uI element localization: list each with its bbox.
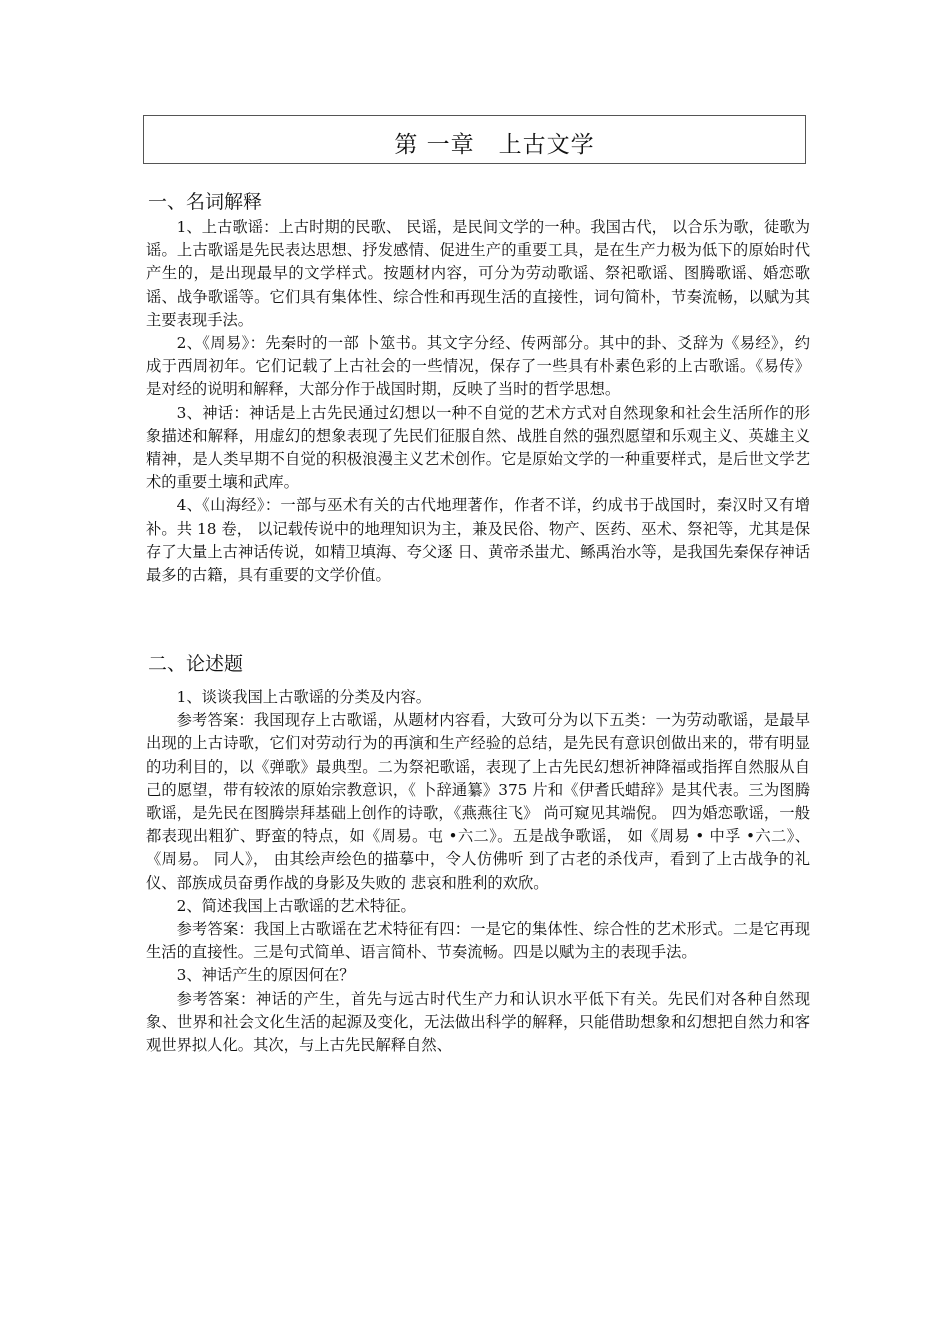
answer-3: 参考答案：神话的产生，首先与远古时代生产力和认识水平低下有关。先民们对各种自然现象、世界和社会文化生活的起源及变化，无法做出科学的解释，只能借助想象和幻想把自然力和客观世界拟人化。其次，与上古先民解释自然、: [146, 989, 810, 1055]
term-paragraph-2: 2、《周易》：先秦时的一部 卜筮书。其文字分经、传两部分。其中的卦、爻辞为《易经》，约成于西周初年。它们记载了上古社会的一些情况，保存了一些具有朴素色彩的上古歌谣。《易传》是对经的说明和解释，大部分作于战国时期，反映了当时的哲学思想。: [146, 334, 810, 399]
term-paragraph-1: 1、上古歌谣：上古时期的民歌、 民谣，是民间文学的一种。我国古代， 以合乐为歌，徒歌为谣。上古歌谣是先民表达思想、抒发感情、促进生产的重要工具，是在生产力极为低下的原始时代产生的，是出现最早的文学样式。按题材内容，可分为劳动歌谣、祭祀歌谣、图腾歌谣、婚恋歌谣、战争歌谣等。它们具有集体性、综合性和再现生活的直接性，词句简朴，节奏流畅，以赋为其主要表现手法。: [146, 218, 810, 329]
answer-1: 参考答案：我国现存上古歌谣，从题材内容看，大致可分为以下五类：一为劳动歌谣，是最早出现的上古诗歌，它们对劳动行为的再演和生产经验的总结，是先民有意识创做出来的，带有明显的功利目的，以《弹歌》最典型。二为祭祀歌谣，表现了上古先民幻想祈神降福或指挥自然服从自己的愿望，带有较浓的原始宗教意识，《 卜辞通纂》375 片和《伊耆氏蜡辞》是其代表。三为图腾歌谣，是先民在图腾崇拜基础上创作的诗歌，《燕燕往飞》 尚可窥见其端倪。 四为婚恋歌谣，一般都表现出粗犷、野蛮的特点，如《周易。屯 •六二》。五是战争歌谣， 如《周易 • 中孚 •六二》、《周易。 同人》， 由其绘声绘色的描摹中，令人仿佛听 到了古老的杀伐声，看到了上古战争的礼仪、部族成员奋勇作战的身影及失败的 悲哀和胜利的欢欣。: [146, 711, 810, 892]
section-heading-essays: 二、论述题: [148, 653, 244, 675]
question-2: 2、简述我国上古歌谣的艺术特征。: [176, 896, 416, 915]
term-paragraph-3: 3、神话：神话是上古先民通过幻想以一种不自觉的艺术方式对自然现象和社会生活所作的形象描述和解释，用虚幻的想象表现了先民们征服自然、战胜自然的强烈愿望和乐观主义、英雄主义精神，是人类早期不自觉的积极浪漫主义艺术创作。它是原始文学的一种重要样式，是后世文学艺术的重要土壤和武库。: [146, 403, 810, 492]
answer-2: 参考答案：我国上古歌谣在艺术特征有四：一是它的集体性、综合性的艺术形式。二是它再现生活的直接性。三是句式简单、语言简朴、节奏流畅。四是以赋为主的表现手法。: [146, 920, 810, 962]
term-paragraph-4: 4、《山海经》：一部与巫术有关的古代地理著作，作者不详，约成书于战国时，秦汉时又有增补。共 18 卷， 以记载传说中的地理知识为主，兼及民俗、物产、医药、巫术、祭祀等，尤其是保存了大量上古神话传说，如精卫填海、夸父逐 日、黄帝杀蚩尤、鲧禹治水等，是我国先秦保存神话最多的古籍，具有重要的文学价值。: [146, 496, 810, 585]
chapter-title: 第 一章 上古文学: [394, 132, 595, 158]
section-heading-terms: 一、名词解释: [148, 191, 263, 213]
question-1: 1、谈谈我国上古歌谣的分类及内容。: [176, 688, 432, 706]
chapter-title-box: [143, 115, 806, 164]
question-3: 3、神话产生的原因何在？: [176, 966, 355, 985]
section-essays-body: [146, 686, 810, 1057]
section-terms-body: [146, 216, 810, 587]
